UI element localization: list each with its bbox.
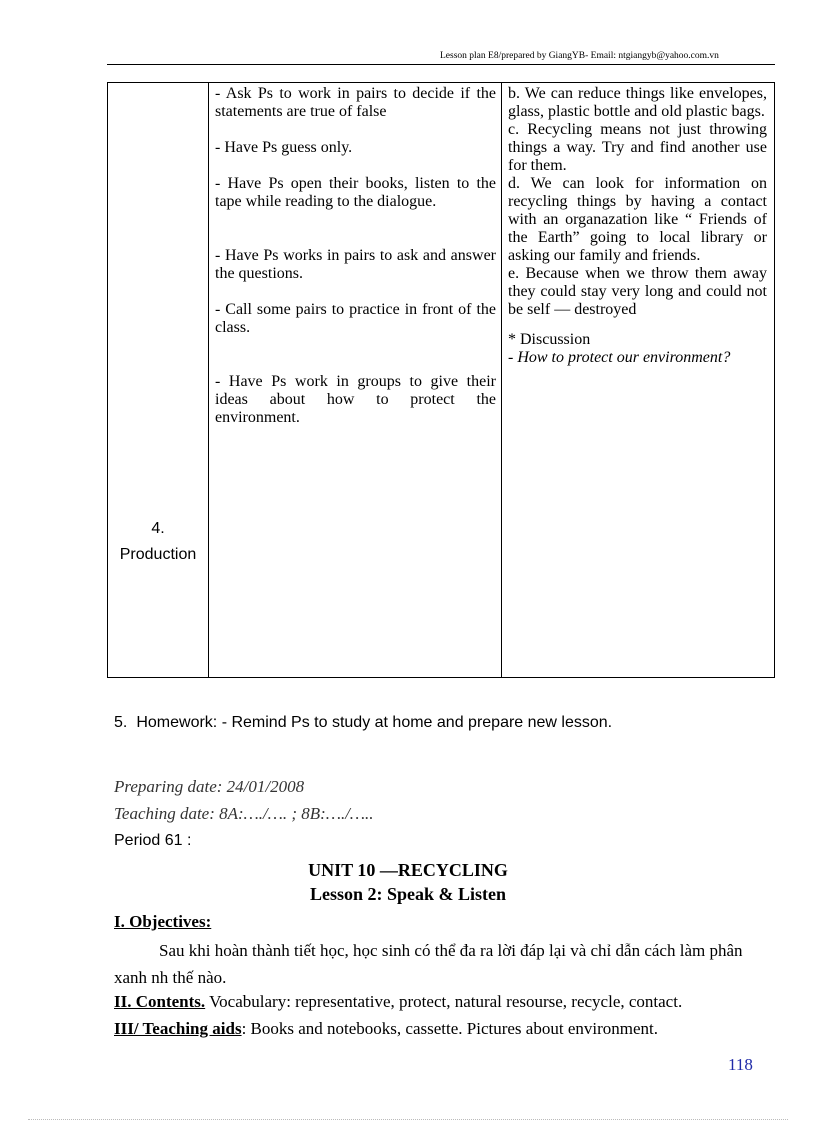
period-label: Period 61 : [114,832,192,849]
stage-name: Production [119,546,197,563]
stage-column [108,83,209,677]
teacher-activity: - Have Ps open their books, listen to the tape while reading to the dialogue. [215,175,496,210]
student-answer: c. Recycling means not just throwing things a way. Try and find another use for them. [508,121,767,174]
contents-text: Vocabulary: representative, protect, natural resourse, recycle, contact. [205,992,683,1011]
teacher-activity: - Have Ps guess only. [215,139,353,156]
stage-number: 4. [151,520,165,537]
teacher-activity: - Call some pairs to practice in front of the class. [215,301,496,336]
objectives-heading: I. Objectives: [114,912,212,931]
teaching-aids-text: : Books and notebooks, cassette. Pictures about environment. [241,1019,658,1038]
discussion-question: - How to protect our environment? [508,349,731,366]
teacher-activities-column [209,83,502,677]
homework-line [114,714,612,732]
footer-divider [28,1119,788,1120]
teacher-activity: - Have Ps works in pairs to ask and answer the questions. [215,247,496,282]
page-number: 118 [728,1055,753,1074]
lesson-table [107,82,775,678]
lesson-title: Lesson 2: Speak & Listen [309,884,507,904]
homework-number: 5. [114,714,128,731]
teacher-activity: - Have Ps work in groups to give their ideas about how to protect the environment. [215,373,496,426]
teaching-aids-heading: III/ Teaching aids [114,1019,242,1038]
contents-heading: II. Contents. [114,992,206,1011]
teaching-date: Teaching date: 8A:…./…. ; 8B:…./….. [114,804,374,823]
student-answer: e. Because when we throw them away they could stay very long and could not be self — destroyed [508,265,767,318]
objectives-text: Sau khi hoàn thành tiết học, học sinh có thể đa ra lời đáp lại và chỉ dẫn cách làm phân xanh nh thế nào. [114,941,743,987]
page-header: Lesson plan E8/prepared by GiangYB- Email: ntgiangyb@yahoo.com.vn [440,51,719,61]
student-answer: b. We can reduce things like envelopes, glass, plastic bottle and old plastic bags. [508,85,767,120]
student-answer: d. We can look for information on recycling things by having a contact with an organazation like “ Friends of the Earth” going to local library or asking our family and friends. [508,175,767,264]
homework-text: Homework: - Remind Ps to study at home and prepare new lesson. [136,714,613,731]
student-answers-column [502,83,774,677]
teaching-aids-line [114,1019,658,1039]
header-rule [107,64,775,65]
unit-title: UNIT 10 —RECYCLING [308,860,508,880]
preparing-date: Preparing date: 24/01/2008 [114,777,305,796]
discussion-label: * Discussion [508,331,591,348]
contents-line [114,992,682,1012]
teacher-activity: - Ask Ps to work in pairs to decide if the statements are true of false [215,85,496,120]
